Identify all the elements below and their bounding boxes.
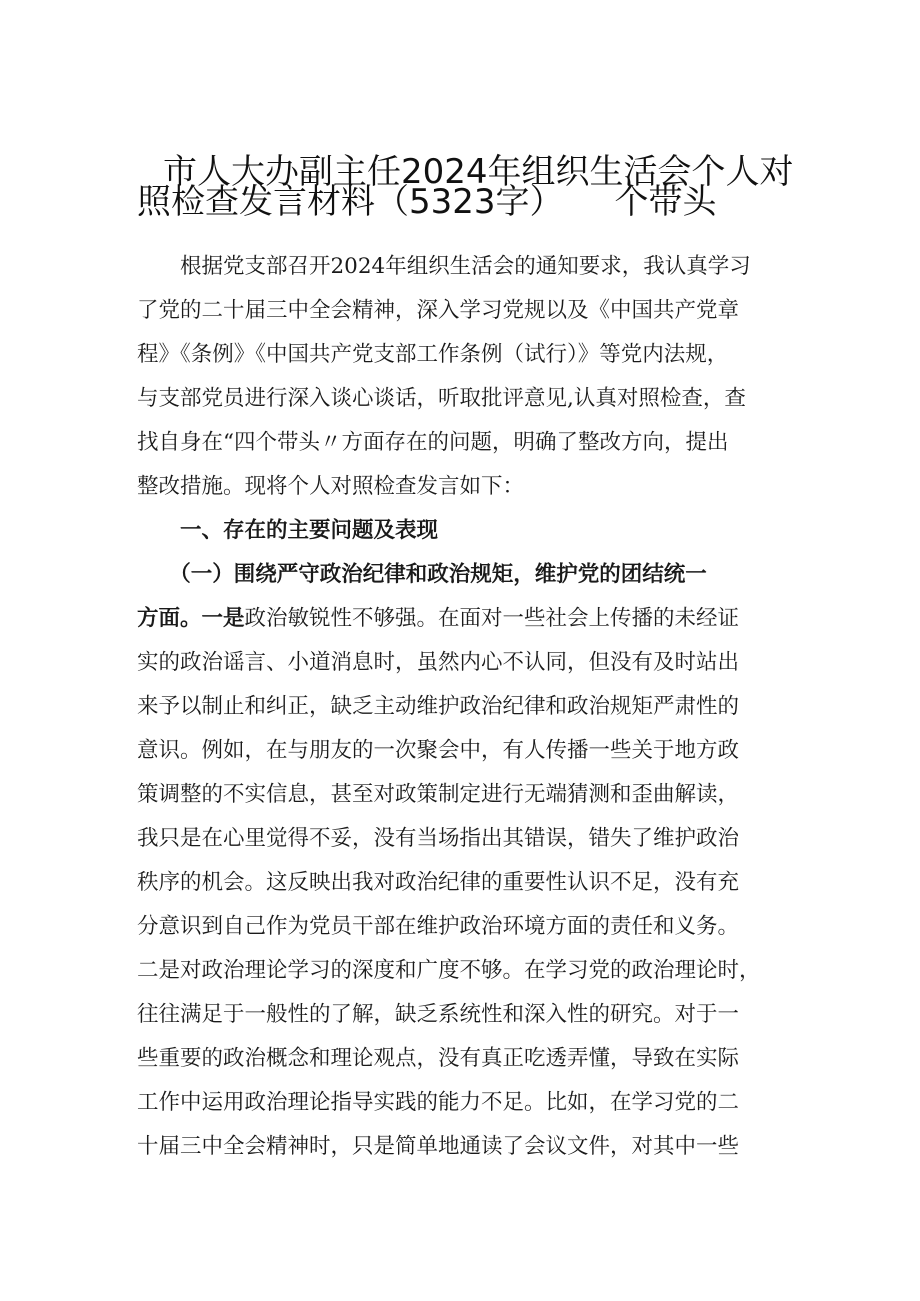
body-line-3: 意识。例如，在与朋友的一次聚会中，有人传播一些关于地方政: [137, 738, 740, 763]
intro-line-6: 整改措施。现将个人对照检查发言如下：: [137, 474, 525, 499]
intro-line-5: 找自身在“四个带头〃方面存在的问题，明确了整改方向，提出: [137, 430, 729, 455]
body-line-11: 工作中运用政治理论指导实践的能力不足。比如，在学习党的二: [137, 1090, 740, 1115]
intro-line-2: 了党的二十届三中全会精神，深入学习党规以及《中国共产党章: [137, 298, 740, 323]
subsection-heading-end: 方面。一是: [137, 606, 245, 631]
body-line-2: 来予以制止和纠正，缺乏主动维护政治纪律和政治规矩严肃性的: [137, 694, 740, 719]
intro-line-4: 与支部党员进行深入谈心谈话，听取批评意见,认真对照检查，查: [137, 386, 746, 411]
body-line-9: 往往满足于一般性的了解，缺乏系统性和深入性的研究。对于一: [137, 1002, 740, 1027]
body-line-5: 我只是在心里觉得不妥，没有当场指出其错误，错失了维护政治: [137, 826, 740, 851]
subsection-heading-line-2: [137, 604, 739, 634]
point-one-text: 政治敏锐性不够强。在面对一些社会上传播的未经证: [244, 606, 740, 631]
body-line-4: 策调整的不实信息，甚至对政策制定进行无端猜测和歪曲解读，: [137, 782, 740, 807]
intro-line-3: 程》《条例》《中国共产党支部工作条例（试行）》等党内法规，: [137, 342, 729, 367]
body-line-12: 十届三中全会精神时，只是简单地通读了会议文件，对其中一些: [137, 1134, 740, 1159]
body-line-10: 些重要的政治概念和理论观点，没有真正吃透弄懂，导致在实际: [137, 1046, 740, 1071]
body-line-8: 二是对政治理论学习的深度和广度不够。在学习党的政治理论时，: [137, 958, 761, 983]
section-heading: 一、存在的主要问题及表现: [137, 518, 439, 543]
body-line-7: 分意识到自己作为党员干部在维护政治环境方面的责任和义务。: [137, 914, 740, 939]
body-line-6: 秩序的机会。这反映出我对政治纪律的重要性认识不足，没有充: [137, 870, 740, 895]
subsection-heading-line-1: （一）围绕严守政治纪律和政治规矩，维护党的团结统一: [137, 562, 707, 587]
body-line-1: 实的政治谣言、小道消息时，虽然内心不认同，但没有及时站出: [137, 650, 740, 675]
document-title-line-2: 照检查发言材料（5323字） 个带头: [137, 182, 717, 222]
intro-line-1: 根据党支部召开2024年组织生活会的通知要求，我认真学习: [137, 254, 751, 279]
document-title-line-1: 市人大办副主任2024年组织生活会个人对: [163, 152, 794, 192]
